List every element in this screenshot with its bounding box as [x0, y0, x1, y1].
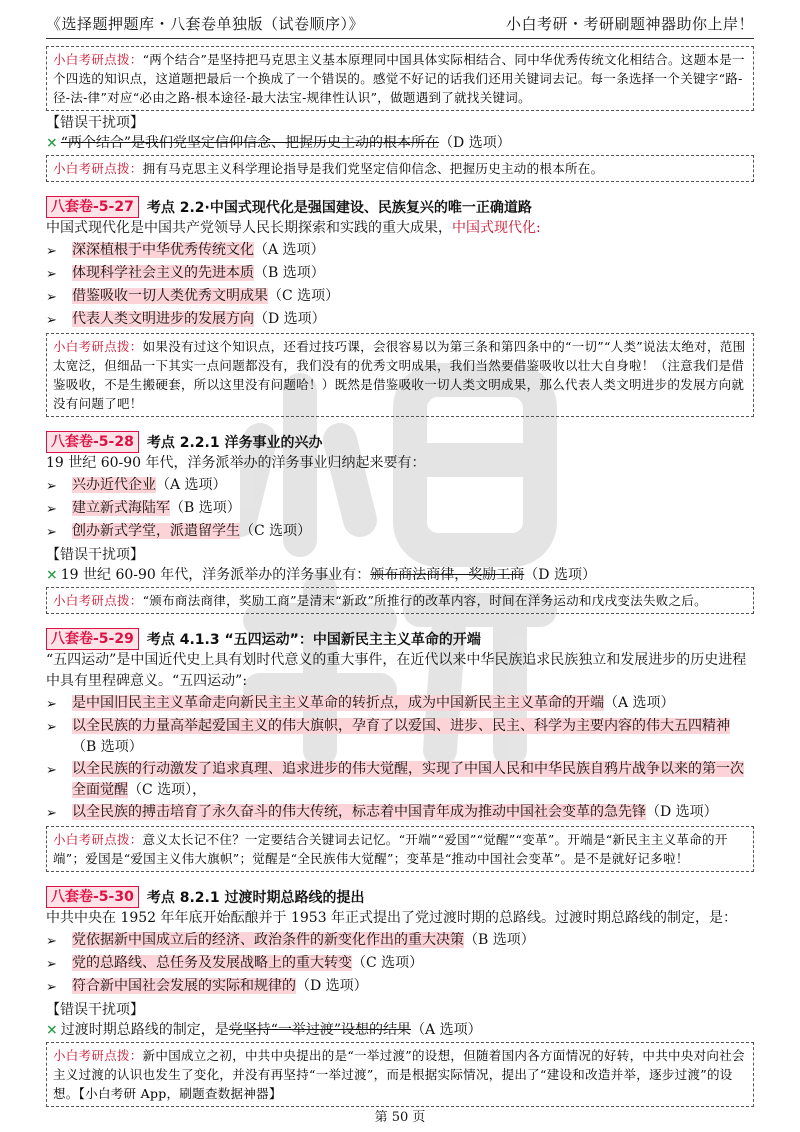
arrow-bullet-icon: ➢ — [46, 313, 57, 328]
option-tag: （C 选项）， — [128, 782, 207, 798]
option-item — [46, 759, 754, 801]
option-item — [46, 930, 754, 952]
option-tag: （A 选项） — [156, 477, 227, 493]
question-header — [46, 628, 754, 650]
option-item — [46, 263, 754, 285]
arrow-bullet-icon: ➢ — [46, 502, 57, 517]
cross-icon: × — [46, 1022, 58, 1038]
question-intro: 中共中央在 1952 年年底开始酝酿并于 1953 年正式提出了党过渡时期的总路线。过渡时期总路线的制定，是： — [46, 910, 738, 926]
arrow-bullet-icon: ➢ — [46, 290, 57, 305]
option-text: 创办新式学堂，派遣留学生 — [72, 523, 240, 539]
option-tag: （D 选项） — [296, 978, 368, 994]
option-text: 符合新中国社会发展的实际和规律的 — [72, 978, 296, 994]
page-content — [46, 44, 754, 1109]
tip-label: 小白考研点拨： — [53, 52, 143, 67]
arrow-bullet-icon: ➢ — [46, 934, 57, 949]
option-tag: （C 选项） — [352, 955, 424, 971]
option-text: 以全民族的搏击培育了永久奋斗的伟大传统，标志着中国青年成为推动中国社会变革的急先锋 — [72, 804, 646, 820]
arrow-bullet-icon: ➢ — [46, 720, 57, 735]
option-text: 党的总路线、总任务及发展战略上的重大转变 — [72, 955, 352, 971]
tip-text: 新中国成立之初，中共中央提出的是“一举过渡”的设想，但随着国内各方面情况的好转，中共中央对向社会主义过渡的认识也发生了变化，并没有再坚持“一举过渡”，而是根据实际情况，提出了“建设和改造并举，逐步过渡”的设想。【小白考研 App，刷题查数据神器】 — [53, 1048, 745, 1101]
tip-text: 意义太长记不住？一定要结合关键词去记忆。“开端”“爱国”“觉醒”“变革”。开端是“新民主主义革命的开端”；爱国是“爱国主义伟大旗帜”；觉醒是“全民族伟大觉醒”；变革是“推动中国社会变革”。是不是就好记多啦！ — [53, 832, 728, 866]
tip-label: 小白考研点拨： — [53, 161, 143, 176]
wrong-option-text: 颁布商法商律，奖励工商 — [370, 567, 525, 583]
question-badge: 八套卷-5-29 — [46, 628, 139, 650]
question-title: 考点 2.2.1 洋务事业的兴办 — [146, 435, 323, 451]
option-item — [46, 475, 754, 497]
wrong-option-text: “两个结合”是我们党坚定信仰信念、把握历史主动的根本所在 — [60, 135, 440, 151]
intro-highlight: 中国式现代化: — [452, 220, 541, 236]
question-title: 考点 8.2.1 过渡时期总路线的提出 — [146, 890, 365, 906]
option-text: 以全民族的力量高举起爱国主义的伟大旗帜，孕育了以爱国、进步、民主、科学为主要内容的伟大五四精神 — [72, 718, 730, 734]
question-header — [46, 431, 754, 453]
option-item — [46, 693, 754, 715]
option-text: 以全民族的行动激发了追求真理、追求进步的伟大觉醒，实现了中国人民和中华民族自鸦片战争以来的第一次全面觉醒 — [72, 761, 744, 798]
page-number: 第 50 页 — [374, 1110, 426, 1125]
question-title: 考点 2.2·中国式现代化是强国建设、民族复兴的唯一正确道路 — [146, 200, 532, 216]
tip-label: 小白考研点拨： — [53, 832, 143, 847]
option-text: 深深植根于中华优秀传统文化 — [72, 242, 254, 258]
question-badge: 八套卷-5-28 — [46, 431, 139, 453]
option-tag: （B 选项） — [254, 265, 325, 281]
option-tag: （A 选项） — [604, 695, 675, 711]
option-item — [46, 976, 754, 998]
wrong-option-heading: 【错误干扰项】 — [46, 1002, 144, 1018]
option-text: 借鉴吸收一切人类优秀文明成果 — [72, 288, 268, 304]
tip-box — [46, 587, 754, 614]
option-text: 代表人类文明进步的发展方向 — [72, 311, 254, 327]
question-intro — [46, 218, 754, 239]
header-slogan: 小白考研・考研刷题神器助你上岸！ — [505, 14, 754, 33]
cross-icon: × — [46, 135, 58, 151]
tip-box — [46, 46, 754, 111]
tip-box — [46, 1042, 754, 1107]
question-header — [46, 886, 754, 908]
option-text: 是中国旧民主主义革命走向新民主主义革命的转折点，成为中国新民主主义革命的开端 — [72, 695, 604, 711]
page-header — [46, 8, 754, 39]
arrow-bullet-icon: ➢ — [46, 244, 57, 259]
wrong-option-heading: 【错误干扰项】 — [46, 115, 144, 131]
intro-text: 中国式现代化是中国共产党领导人民长期探索和实践的重大成果， — [46, 220, 452, 236]
tip-text: 拥有马克思主义科学理论指导是我们党坚定信仰信念、把握历史主动的根本所在。 — [142, 161, 604, 176]
question-title: 考点 4.1.3 “五四运动”：中国新民主主义革命的开端 — [146, 632, 481, 648]
option-item — [46, 286, 754, 308]
tip-label: 小白考研点拨： — [53, 339, 143, 354]
option-item — [46, 802, 754, 824]
wrong-option-tag: （D 选项） — [439, 135, 511, 151]
option-item — [46, 240, 754, 262]
question-intro: 19 世纪 60-90 年代，洋务派举办的洋务事业归纳起来要有： — [46, 455, 426, 471]
option-tag: （D 选项） — [646, 804, 718, 820]
option-text: 建立新式海陆军 — [72, 500, 170, 516]
cross-icon: × — [46, 567, 58, 583]
wrong-option-prefix: 19 世纪 60-90 年代，洋务派举办的洋务事业有： — [60, 567, 371, 583]
arrow-bullet-icon: ➢ — [46, 957, 57, 972]
option-tag: （C 选项） — [268, 288, 340, 304]
arrow-bullet-icon: ➢ — [46, 980, 57, 995]
tip-label: 小白考研点拨： — [53, 1048, 143, 1063]
wrong-option-heading: 【错误干扰项】 — [46, 547, 144, 563]
option-item — [46, 309, 754, 331]
header-title: 《选择题押题库・八套卷单独版（试卷顺序）》 — [46, 14, 365, 33]
wrong-option-prefix: 过渡时期总路线的制定，是 — [60, 1022, 229, 1038]
tip-label: 小白考研点拨： — [53, 593, 143, 608]
option-item — [46, 716, 754, 758]
tip-box — [46, 155, 754, 182]
tip-box — [46, 826, 754, 872]
option-item — [46, 498, 754, 520]
wrong-option — [46, 133, 754, 153]
tip-text: 如果没有过这个知识点，还看过技巧课，会很容易以为第三条和第四条中的“一切”“人类”说法太绝对，范围太宽泛，但细品一下其实一点问题都没有，我们没有的优秀文明成果，我们当然要借鉴吸收以壮大自身啦！（注意我们是借鉴吸收，不是生搬硬套，所以这里没有问题哈！）既然是借鉴吸收一切人类文明成果，那么代表人类文明进步的发展方向就没有问题了吧！ — [53, 339, 746, 411]
wrong-option — [46, 1020, 754, 1040]
option-item — [46, 521, 754, 543]
wrong-option-text: 党坚持“一举过渡”设想的结果 — [228, 1022, 412, 1038]
wrong-option — [46, 565, 754, 585]
option-item — [46, 953, 754, 975]
option-tag: （B 选项） — [464, 932, 535, 948]
option-text: 党依据新中国成立后的经济、政治条件的新变化作出的重大决策 — [72, 932, 464, 948]
option-tag: （D 选项） — [254, 311, 326, 327]
wrong-option-tag: （D 选项） — [524, 567, 596, 583]
arrow-bullet-icon: ➢ — [46, 267, 57, 282]
option-text: 体现科学社会主义的先进本质 — [72, 265, 254, 281]
question-intro: “五四运动”是中国近代史上具有划时代意义的重大事件，在近代以来中华民族追求民族独立和发展进步的历史进程中具有里程碑意义。“五四运动”: — [46, 652, 747, 689]
arrow-bullet-icon: ➢ — [46, 763, 57, 778]
option-text: 兴办近代企业 — [72, 477, 156, 493]
tip-box — [46, 333, 754, 417]
arrow-bullet-icon: ➢ — [46, 479, 57, 494]
question-header — [46, 196, 754, 218]
option-tag: （B 选项） — [72, 739, 143, 755]
option-tag: （A 选项） — [254, 242, 325, 258]
arrow-bullet-icon: ➢ — [46, 806, 57, 821]
arrow-bullet-icon: ➢ — [46, 525, 57, 540]
tip-text: “颁布商法商律，奖励工商”是清末“新政”所推行的改革内容，时间在洋务运动和戊戌变法失败之后。 — [142, 593, 707, 608]
question-badge: 八套卷-5-30 — [46, 886, 139, 908]
option-tag: （C 选项） — [240, 523, 312, 539]
option-tag: （B 选项） — [170, 500, 241, 516]
question-badge: 八套卷-5-27 — [46, 196, 139, 218]
tip-text: “两个结合”是坚持把马克思主义基本原理同中国具体实际相结合、同中华优秀传统文化相结合。这题本是一个四选的知识点，这道题把最后一个换成了一个错误的。感觉不好记的话我们还用关键词去记。每一条选择一个关键字“路-径-法-律”对应“必由之路-根本途径-最大法宝-规律性认识”，做题遇到了就找关键词。 — [53, 52, 745, 105]
wrong-option-tag: （A 选项） — [411, 1022, 482, 1038]
arrow-bullet-icon: ➢ — [46, 697, 57, 712]
